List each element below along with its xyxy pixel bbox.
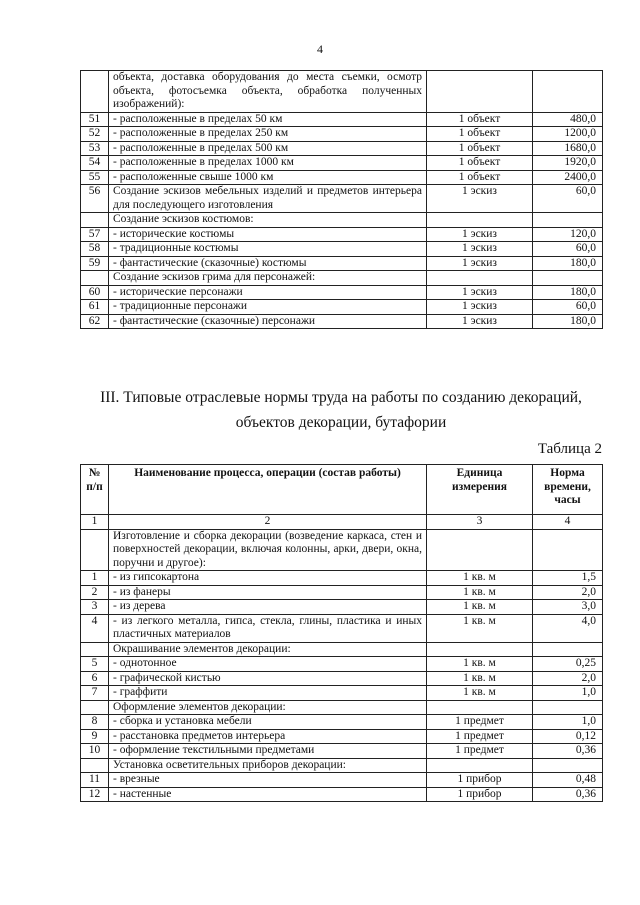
row-name: Установка осветительных приборов декорации: bbox=[109, 758, 427, 773]
row-name: - традиционные костюмы bbox=[109, 242, 427, 257]
row-number: 10 bbox=[81, 744, 109, 759]
row-number: 12 bbox=[81, 787, 109, 802]
table-row bbox=[81, 256, 603, 271]
header-unit: Единица измерения bbox=[427, 465, 533, 515]
table-row bbox=[81, 700, 603, 715]
row-number: 54 bbox=[81, 156, 109, 171]
row-name: - оформление текстильными предметами bbox=[109, 744, 427, 759]
header-norm: Норма времени, часы bbox=[533, 465, 603, 515]
table-row bbox=[81, 715, 603, 730]
row-number: 3 bbox=[81, 600, 109, 615]
index-name: 2 bbox=[109, 515, 427, 530]
table-row bbox=[81, 271, 603, 286]
row-name: Окрашивание элементов декорации: bbox=[109, 642, 427, 657]
row-unit: 1 эскиз bbox=[427, 285, 533, 300]
table-row bbox=[81, 71, 603, 113]
row-number: 55 bbox=[81, 170, 109, 185]
table-row bbox=[81, 787, 603, 802]
row-number: 62 bbox=[81, 314, 109, 329]
table-row bbox=[81, 614, 603, 642]
row-number bbox=[81, 213, 109, 228]
row-name: - из легкого металла, гипса, стекла, глины, пластика и иных пластичных материалов bbox=[109, 614, 427, 642]
table-header-row bbox=[81, 465, 603, 515]
row-unit: 1 предмет bbox=[427, 729, 533, 744]
row-unit: 1 кв. м bbox=[427, 671, 533, 686]
row-unit: 1 объект bbox=[427, 170, 533, 185]
section-title-line-2: объектов декорации, бутафории bbox=[235, 414, 447, 431]
row-name: - врезные bbox=[109, 773, 427, 788]
row-unit bbox=[427, 213, 533, 228]
row-unit: 1 объект bbox=[427, 141, 533, 156]
norms-table-continuation bbox=[80, 70, 603, 329]
row-unit: 1 предмет bbox=[427, 744, 533, 759]
row-norm: 0,25 bbox=[533, 657, 603, 672]
table-row bbox=[81, 141, 603, 156]
row-norm: 0,36 bbox=[533, 787, 603, 802]
row-norm: 120,0 bbox=[533, 227, 603, 242]
row-name: - из дерева bbox=[109, 600, 427, 615]
row-number: 7 bbox=[81, 686, 109, 701]
row-norm bbox=[533, 642, 603, 657]
row-norm bbox=[533, 271, 603, 286]
table-row bbox=[81, 185, 603, 213]
header-name: Наименование процесса, операции (состав работы) bbox=[109, 465, 427, 515]
row-norm: 1,0 bbox=[533, 715, 603, 730]
row-name: - исторические костюмы bbox=[109, 227, 427, 242]
row-name: Оформление элементов декорации: bbox=[109, 700, 427, 715]
row-unit: 1 эскиз bbox=[427, 242, 533, 257]
row-number: 52 bbox=[81, 127, 109, 142]
row-unit: 1 эскиз bbox=[427, 314, 533, 329]
row-name: - расположенные в пределах 500 км bbox=[109, 141, 427, 156]
row-unit: 1 кв. м bbox=[427, 614, 533, 642]
table-row bbox=[81, 657, 603, 672]
row-number: 53 bbox=[81, 141, 109, 156]
table-row bbox=[81, 242, 603, 257]
row-name: - исторические персонажи bbox=[109, 285, 427, 300]
row-norm: 4,0 bbox=[533, 614, 603, 642]
row-number: 5 bbox=[81, 657, 109, 672]
row-name: - фантастические (сказочные) персонажи bbox=[109, 314, 427, 329]
table-row bbox=[81, 112, 603, 127]
row-unit bbox=[427, 71, 533, 113]
table-row bbox=[81, 686, 603, 701]
row-unit: 1 эскиз bbox=[427, 227, 533, 242]
row-number: 56 bbox=[81, 185, 109, 213]
row-norm bbox=[533, 529, 603, 571]
row-unit bbox=[427, 271, 533, 286]
row-norm: 0,48 bbox=[533, 773, 603, 788]
table-row bbox=[81, 213, 603, 228]
row-norm: 0,36 bbox=[533, 744, 603, 759]
table-row bbox=[81, 758, 603, 773]
row-name: - расстановка предметов интерьера bbox=[109, 729, 427, 744]
table-row bbox=[81, 600, 603, 615]
row-name: - граффити bbox=[109, 686, 427, 701]
row-number bbox=[81, 71, 109, 113]
row-unit bbox=[427, 642, 533, 657]
row-name: - расположенные в пределах 50 км bbox=[109, 112, 427, 127]
section-title-line-1: III. Типовые отраслевые нормы труда на работы по созданию декораций, bbox=[100, 389, 582, 406]
row-unit bbox=[427, 758, 533, 773]
row-unit: 1 кв. м bbox=[427, 585, 533, 600]
row-number bbox=[81, 758, 109, 773]
row-number: 58 bbox=[81, 242, 109, 257]
row-unit: 1 кв. м bbox=[427, 600, 533, 615]
row-unit: 1 эскиз bbox=[427, 300, 533, 315]
header-num: № п/п bbox=[81, 465, 109, 515]
table-row bbox=[81, 300, 603, 315]
row-name: - из фанеры bbox=[109, 585, 427, 600]
row-unit: 1 объект bbox=[427, 112, 533, 127]
table-row bbox=[81, 773, 603, 788]
row-name: - расположенные в пределах 1000 км bbox=[109, 156, 427, 171]
row-number: 51 bbox=[81, 112, 109, 127]
row-number: 9 bbox=[81, 729, 109, 744]
row-number: 11 bbox=[81, 773, 109, 788]
table-row bbox=[81, 585, 603, 600]
row-number: 2 bbox=[81, 585, 109, 600]
row-norm: 2400,0 bbox=[533, 170, 603, 185]
table-row bbox=[81, 729, 603, 744]
row-unit: 1 эскиз bbox=[427, 185, 533, 213]
row-number: 8 bbox=[81, 715, 109, 730]
row-name: Изготовление и сборка декорации (возведение каркаса, стен и поверхностей декорации, включая колонны, арки, двери, окна, поручни и другое): bbox=[109, 529, 427, 571]
row-norm: 1200,0 bbox=[533, 127, 603, 142]
row-norm bbox=[533, 758, 603, 773]
table-row bbox=[81, 227, 603, 242]
row-unit: 1 объект bbox=[427, 156, 533, 171]
row-number: 6 bbox=[81, 671, 109, 686]
row-number bbox=[81, 271, 109, 286]
row-norm: 2,0 bbox=[533, 585, 603, 600]
row-norm bbox=[533, 700, 603, 715]
row-unit: 1 кв. м bbox=[427, 571, 533, 586]
page-number: 4 bbox=[317, 42, 323, 56]
row-name: - фантастические (сказочные) костюмы bbox=[109, 256, 427, 271]
row-name: Создание эскизов грима для персонажей: bbox=[109, 271, 427, 286]
row-unit: 1 эскиз bbox=[427, 256, 533, 271]
row-name: - из гипсокартона bbox=[109, 571, 427, 586]
row-number: 1 bbox=[81, 571, 109, 586]
row-norm: 60,0 bbox=[533, 300, 603, 315]
table-row bbox=[81, 127, 603, 142]
row-unit: 1 предмет bbox=[427, 715, 533, 730]
column-index-row bbox=[81, 515, 603, 530]
row-number: 60 bbox=[81, 285, 109, 300]
row-unit: 1 кв. м bbox=[427, 657, 533, 672]
row-name: - настенные bbox=[109, 787, 427, 802]
row-name: - графической кистью bbox=[109, 671, 427, 686]
table-row bbox=[81, 529, 603, 571]
table-row bbox=[81, 285, 603, 300]
row-number: 59 bbox=[81, 256, 109, 271]
decoration-norms-table bbox=[80, 464, 603, 802]
row-norm: 1920,0 bbox=[533, 156, 603, 171]
row-unit bbox=[427, 529, 533, 571]
row-norm: 180,0 bbox=[533, 256, 603, 271]
row-name: - расположенные свыше 1000 км bbox=[109, 170, 427, 185]
table-row bbox=[81, 642, 603, 657]
table-row bbox=[81, 170, 603, 185]
row-norm bbox=[533, 213, 603, 228]
row-name: объекта, доставка оборудования до места съемки, осмотр объекта, фотосъемка объекта, обработка полученных изображений): bbox=[109, 71, 427, 113]
row-name: - традиционные персонажи bbox=[109, 300, 427, 315]
row-number: 4 bbox=[81, 614, 109, 642]
index-norm: 4 bbox=[533, 515, 603, 530]
row-norm: 60,0 bbox=[533, 185, 603, 213]
row-norm: 2,0 bbox=[533, 671, 603, 686]
table-label: Таблица 2 bbox=[537, 441, 602, 457]
row-number: 61 bbox=[81, 300, 109, 315]
row-norm: 0,12 bbox=[533, 729, 603, 744]
row-norm: 1,5 bbox=[533, 571, 603, 586]
table-row bbox=[81, 571, 603, 586]
index-num: 1 bbox=[81, 515, 109, 530]
table-row bbox=[81, 744, 603, 759]
row-name: Создание эскизов костюмов: bbox=[109, 213, 427, 228]
row-unit: 1 прибор bbox=[427, 787, 533, 802]
row-norm: 1680,0 bbox=[533, 141, 603, 156]
row-unit: 1 прибор bbox=[427, 773, 533, 788]
row-number bbox=[81, 642, 109, 657]
row-number bbox=[81, 700, 109, 715]
table-row bbox=[81, 671, 603, 686]
row-norm: 60,0 bbox=[533, 242, 603, 257]
row-norm: 180,0 bbox=[533, 314, 603, 329]
row-name: Создание эскизов мебельных изделий и предметов интерьера для последующего изготовления bbox=[109, 185, 427, 213]
row-number bbox=[81, 529, 109, 571]
row-norm: 180,0 bbox=[533, 285, 603, 300]
table-row bbox=[81, 156, 603, 171]
table-row bbox=[81, 314, 603, 329]
row-number: 57 bbox=[81, 227, 109, 242]
row-name: - расположенные в пределах 250 км bbox=[109, 127, 427, 142]
index-unit: 3 bbox=[427, 515, 533, 530]
row-unit: 1 объект bbox=[427, 127, 533, 142]
row-unit bbox=[427, 700, 533, 715]
row-norm: 3,0 bbox=[533, 600, 603, 615]
row-name: - сборка и установка мебели bbox=[109, 715, 427, 730]
row-norm: 480,0 bbox=[533, 112, 603, 127]
row-name: - однотонное bbox=[109, 657, 427, 672]
row-norm bbox=[533, 71, 603, 113]
row-unit: 1 кв. м bbox=[427, 686, 533, 701]
row-norm: 1,0 bbox=[533, 686, 603, 701]
